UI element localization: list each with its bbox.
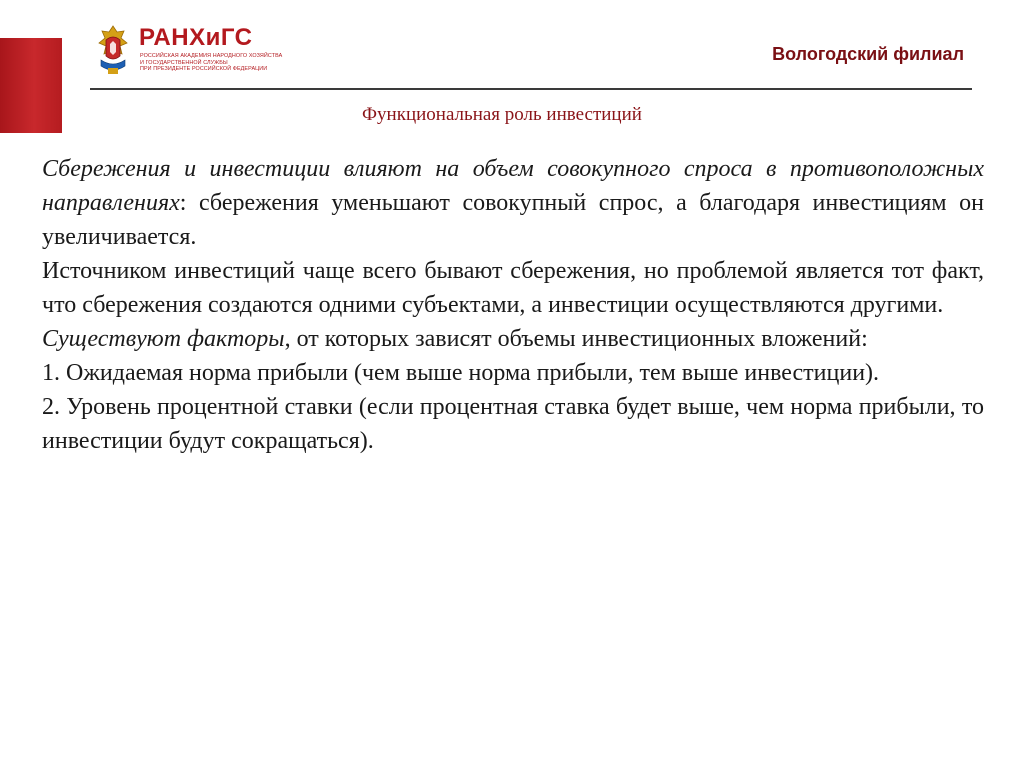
logo-subtitle (140, 53, 283, 73)
emblem-icon (93, 22, 133, 78)
logo (93, 22, 283, 82)
logo-subtitle-line: РОССИЙСКАЯ АКАДЕМИЯ НАРОДНОГО ХОЗЯЙСТВА (140, 53, 283, 59)
paragraph-3-text: , от которых зависят объемы инвестиционных вложений: (284, 326, 868, 352)
slide-body (42, 152, 984, 458)
logo-subtitle-line: ПРИ ПРЕЗИДЕНТЕ РОССИЙСКОЙ ФЕДЕРАЦИИ (140, 66, 268, 73)
paragraph-1-italic: Сбережения и инвестиции влияют на объем совокупного спроса в противоположных направлениях (42, 156, 984, 216)
paragraph-3-italic: Существуют факторы (42, 326, 285, 352)
logo-wordmark: РАНХиГС (139, 24, 253, 51)
paragraph-3 (42, 322, 984, 356)
header-divider (90, 88, 972, 90)
branch-label: Вологодский филиал (772, 44, 964, 64)
paragraph-1-text: : сбережения уменьшают совокупный спрос, а благодаря инвестициям он увеличивается. (42, 190, 984, 250)
list-item-1: 1. Ожидаемая норма прибыли (чем выше норма прибыли, тем выше инвестиции). (42, 360, 880, 386)
slide-title-text: Функциональная роль инвестиций (362, 104, 642, 125)
list-item-2: 2. Уровень процентной ставки (если процентная ставка будет выше, чем норма прибыли, то инвестиции будут сокращаться). (42, 394, 984, 454)
paragraph-2: Источником инвестиций чаще всего бывают сбережения, но проблемой является тот факт, что сбережения создаются одними субъектами, а инвестиции осуществляются другими. (42, 258, 984, 318)
slide-title (0, 104, 1024, 126)
paragraph-1 (42, 152, 984, 254)
logo-subtitle-line: И ГОСУДАРСТВЕННОЙ СЛУЖБЫ (140, 59, 228, 66)
